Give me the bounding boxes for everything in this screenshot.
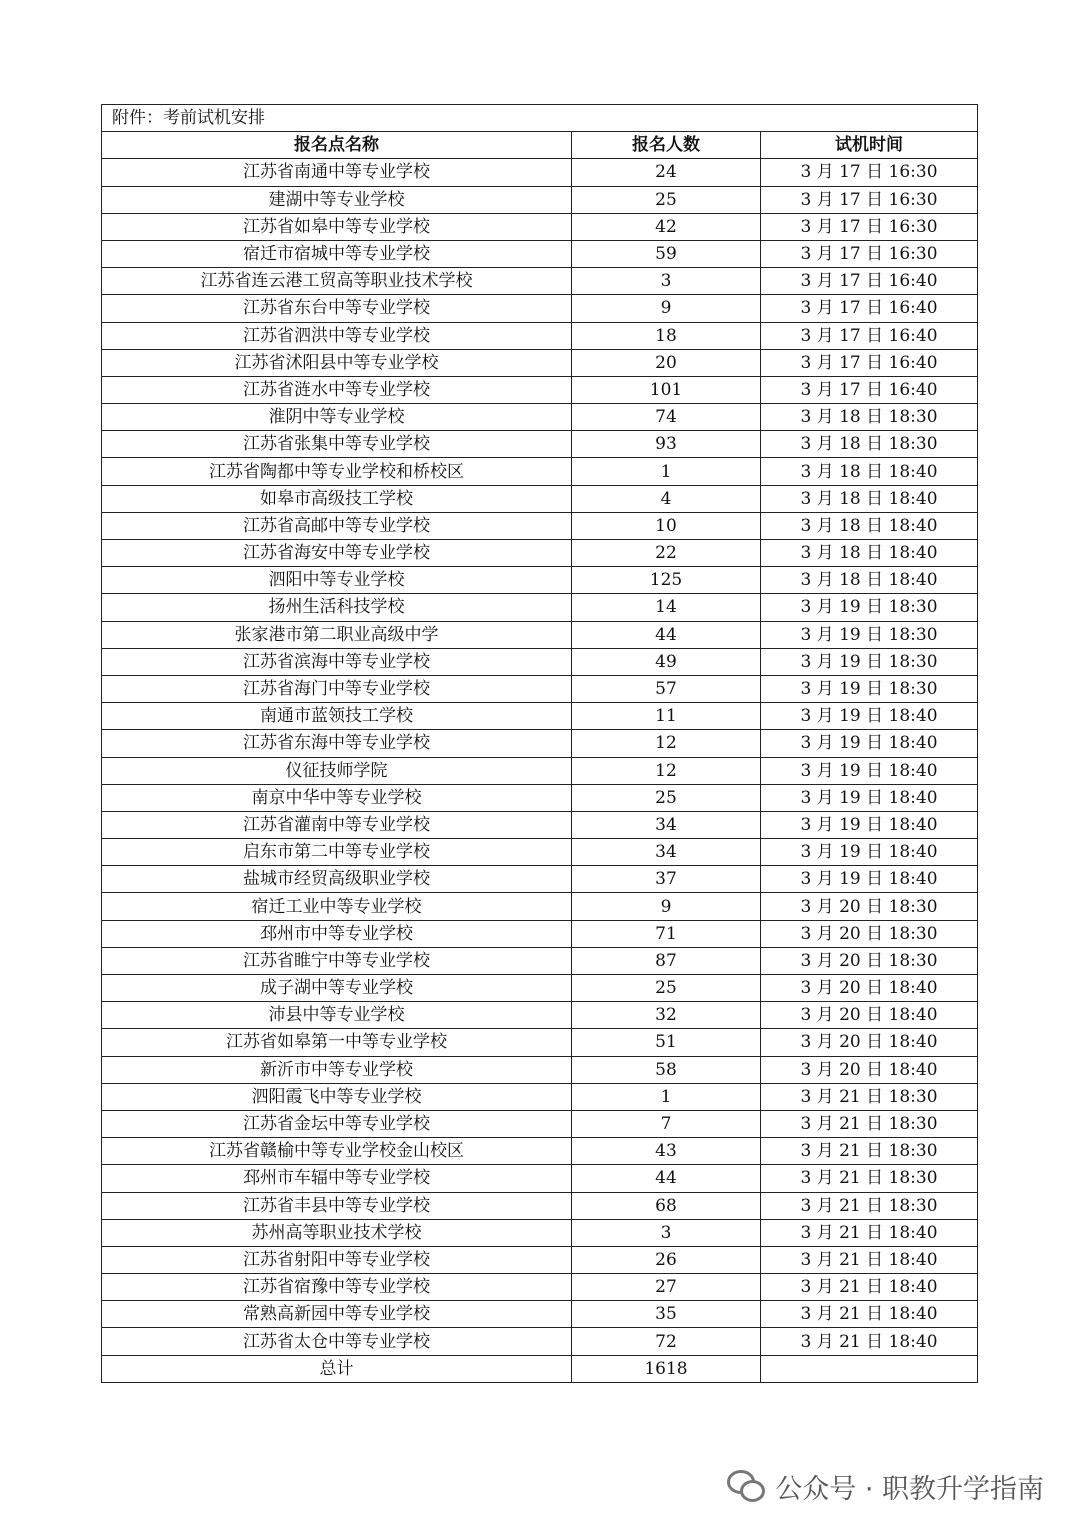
school-name-cell: 盐城市经贸高级职业学校	[102, 866, 572, 893]
test-time-cell: 3 月 21 日 18:40	[761, 1219, 978, 1246]
school-name-cell: 建湖中等专业学校	[102, 186, 572, 213]
test-time-cell: 3 月 18 日 18:40	[761, 458, 978, 485]
school-name-cell: 江苏省灌南中等专业学校	[102, 811, 572, 838]
table-row	[102, 404, 978, 431]
table-row	[102, 839, 978, 866]
school-name-cell: 苏州高等职业技术学校	[102, 1219, 572, 1246]
school-name-cell: 仪征技师学院	[102, 757, 572, 784]
enrollment-count-cell: 34	[572, 839, 761, 866]
table-row	[102, 675, 978, 702]
school-name-cell: 江苏省滨海中等专业学校	[102, 648, 572, 675]
school-name-cell: 邳州市车辐中等专业学校	[102, 1165, 572, 1192]
school-name-cell: 江苏省连云港工贸高等职业技术学校	[102, 268, 572, 295]
table-row	[102, 1083, 978, 1110]
enrollment-count-cell: 10	[572, 512, 761, 539]
table-row	[102, 376, 978, 403]
enrollment-count-cell: 44	[572, 1165, 761, 1192]
school-name-cell: 江苏省海安中等专业学校	[102, 540, 572, 567]
table-row	[102, 186, 978, 213]
enrollment-count-cell: 26	[572, 1246, 761, 1273]
test-time-cell: 3 月 19 日 18:40	[761, 703, 978, 730]
school-name-cell: 江苏省沭阳县中等专业学校	[102, 349, 572, 376]
table-row	[102, 159, 978, 186]
school-name-cell: 如皋市高级技工学校	[102, 485, 572, 512]
enrollment-count-cell: 42	[572, 213, 761, 240]
enrollment-count-cell: 7	[572, 1110, 761, 1137]
table-row	[102, 1328, 978, 1355]
test-time-cell: 3 月 20 日 18:40	[761, 1029, 978, 1056]
total-time	[761, 1355, 978, 1382]
test-time-cell: 3 月 17 日 16:40	[761, 322, 978, 349]
school-name-cell: 江苏省海门中等专业学校	[102, 675, 572, 702]
table-row	[102, 920, 978, 947]
table-row	[102, 1165, 978, 1192]
enrollment-count-cell: 3	[572, 1219, 761, 1246]
table-row	[102, 594, 978, 621]
enrollment-count-cell: 1	[572, 1083, 761, 1110]
enrollment-count-cell: 25	[572, 186, 761, 213]
footer-watermark	[727, 1466, 1044, 1506]
header-enrollment-count: 报名人数	[572, 132, 761, 159]
table-row	[102, 268, 978, 295]
test-time-cell: 3 月 20 日 18:40	[761, 1002, 978, 1029]
test-time-cell: 3 月 17 日 16:40	[761, 349, 978, 376]
school-name-cell: 江苏省东台中等专业学校	[102, 295, 572, 322]
test-time-cell: 3 月 18 日 18:40	[761, 567, 978, 594]
test-time-cell: 3 月 20 日 18:40	[761, 975, 978, 1002]
test-time-cell: 3 月 21 日 18:30	[761, 1110, 978, 1137]
caption-row	[102, 105, 978, 132]
table-row	[102, 621, 978, 648]
enrollment-count-cell: 101	[572, 376, 761, 403]
school-name-cell: 江苏省东海中等专业学校	[102, 730, 572, 757]
test-time-cell: 3 月 19 日 18:40	[761, 811, 978, 838]
enrollment-count-cell: 35	[572, 1301, 761, 1328]
table-row	[102, 1029, 978, 1056]
total-label: 总计	[102, 1355, 572, 1382]
enrollment-count-cell: 49	[572, 648, 761, 675]
school-name-cell: 南京中华中等专业学校	[102, 784, 572, 811]
enrollment-count-cell: 25	[572, 975, 761, 1002]
test-time-cell: 3 月 19 日 18:40	[761, 866, 978, 893]
test-time-cell: 3 月 20 日 18:30	[761, 893, 978, 920]
enrollment-count-cell: 44	[572, 621, 761, 648]
school-name-cell: 江苏省陶都中等专业学校和桥校区	[102, 458, 572, 485]
school-name-cell: 淮阴中等专业学校	[102, 404, 572, 431]
table-row	[102, 567, 978, 594]
school-name-cell: 启东市第二中等专业学校	[102, 839, 572, 866]
enrollment-count-cell: 93	[572, 431, 761, 458]
school-name-cell: 邳州市中等专业学校	[102, 920, 572, 947]
school-name-cell: 江苏省丰县中等专业学校	[102, 1192, 572, 1219]
enrollment-count-cell: 72	[572, 1328, 761, 1355]
enrollment-count-cell: 12	[572, 757, 761, 784]
total-row	[102, 1355, 978, 1382]
table-row	[102, 1192, 978, 1219]
schedule-table	[101, 104, 978, 1383]
school-name-cell: 张家港市第二职业高级中学	[102, 621, 572, 648]
school-name-cell: 南通市蓝领技工学校	[102, 703, 572, 730]
enrollment-count-cell: 27	[572, 1274, 761, 1301]
test-time-cell: 3 月 20 日 18:40	[761, 1056, 978, 1083]
enrollment-count-cell: 59	[572, 240, 761, 267]
school-name-cell: 新沂市中等专业学校	[102, 1056, 572, 1083]
table-row	[102, 349, 978, 376]
footer-text: 公众号 · 职教升学指南	[775, 1473, 1044, 1505]
test-time-cell: 3 月 20 日 18:30	[761, 947, 978, 974]
table-row	[102, 703, 978, 730]
enrollment-count-cell: 11	[572, 703, 761, 730]
table-row	[102, 1110, 978, 1137]
table-row	[102, 540, 978, 567]
table-row	[102, 1274, 978, 1301]
school-name-cell: 江苏省太仓中等专业学校	[102, 1328, 572, 1355]
enrollment-count-cell: 68	[572, 1192, 761, 1219]
school-name-cell: 江苏省高邮中等专业学校	[102, 512, 572, 539]
test-time-cell: 3 月 21 日 18:40	[761, 1246, 978, 1273]
test-time-cell: 3 月 19 日 18:40	[761, 730, 978, 757]
enrollment-count-cell: 125	[572, 567, 761, 594]
school-name-cell: 江苏省赣榆中等专业学校金山校区	[102, 1138, 572, 1165]
total-count: 1618	[572, 1355, 761, 1382]
test-time-cell: 3 月 19 日 18:40	[761, 784, 978, 811]
enrollment-count-cell: 74	[572, 404, 761, 431]
table-row	[102, 1056, 978, 1083]
test-time-cell: 3 月 21 日 18:40	[761, 1274, 978, 1301]
test-time-cell: 3 月 18 日 18:40	[761, 485, 978, 512]
enrollment-count-cell: 1	[572, 458, 761, 485]
test-time-cell: 3 月 17 日 16:30	[761, 213, 978, 240]
enrollment-count-cell: 24	[572, 159, 761, 186]
header-test-time: 试机时间	[761, 132, 978, 159]
table-row	[102, 485, 978, 512]
table-row	[102, 431, 978, 458]
table-row	[102, 1002, 978, 1029]
test-time-cell: 3 月 20 日 18:30	[761, 920, 978, 947]
test-time-cell: 3 月 17 日 16:30	[761, 159, 978, 186]
school-name-cell: 江苏省金坛中等专业学校	[102, 1110, 572, 1137]
school-name-cell: 江苏省南通中等专业学校	[102, 159, 572, 186]
test-time-cell: 3 月 19 日 18:30	[761, 621, 978, 648]
header-school-name: 报名点名称	[102, 132, 572, 159]
test-time-cell: 3 月 21 日 18:40	[761, 1301, 978, 1328]
enrollment-count-cell: 34	[572, 811, 761, 838]
table-row	[102, 866, 978, 893]
enrollment-count-cell: 12	[572, 730, 761, 757]
enrollment-count-cell: 3	[572, 268, 761, 295]
table-body	[102, 159, 978, 1355]
test-time-cell: 3 月 19 日 18:30	[761, 648, 978, 675]
table-row	[102, 784, 978, 811]
enrollment-count-cell: 57	[572, 675, 761, 702]
header-row	[102, 132, 978, 159]
school-name-cell: 江苏省泗洪中等专业学校	[102, 322, 572, 349]
test-time-cell: 3 月 17 日 16:40	[761, 295, 978, 322]
school-name-cell: 江苏省涟水中等专业学校	[102, 376, 572, 403]
test-time-cell: 3 月 21 日 18:30	[761, 1138, 978, 1165]
enrollment-count-cell: 22	[572, 540, 761, 567]
enrollment-count-cell: 4	[572, 485, 761, 512]
test-time-cell: 3 月 18 日 18:40	[761, 512, 978, 539]
school-name-cell: 江苏省如皋第一中等专业学校	[102, 1029, 572, 1056]
test-time-cell: 3 月 17 日 16:30	[761, 240, 978, 267]
school-name-cell: 沛县中等专业学校	[102, 1002, 572, 1029]
table-row	[102, 458, 978, 485]
enrollment-count-cell: 9	[572, 295, 761, 322]
school-name-cell: 江苏省射阳中等专业学校	[102, 1246, 572, 1273]
enrollment-count-cell: 51	[572, 1029, 761, 1056]
school-name-cell: 常熟高新园中等专业学校	[102, 1301, 572, 1328]
table-caption: 附件：考前试机安排	[102, 105, 978, 132]
table-row	[102, 512, 978, 539]
table-row	[102, 947, 978, 974]
school-name-cell: 泗阳中等专业学校	[102, 567, 572, 594]
test-time-cell: 3 月 18 日 18:30	[761, 404, 978, 431]
enrollment-count-cell: 9	[572, 893, 761, 920]
enrollment-count-cell: 32	[572, 1002, 761, 1029]
test-time-cell: 3 月 19 日 18:40	[761, 757, 978, 784]
enrollment-count-cell: 58	[572, 1056, 761, 1083]
table-row	[102, 1301, 978, 1328]
enrollment-count-cell: 25	[572, 784, 761, 811]
table-row	[102, 1138, 978, 1165]
test-time-cell: 3 月 19 日 18:40	[761, 839, 978, 866]
enrollment-count-cell: 20	[572, 349, 761, 376]
enrollment-count-cell: 43	[572, 1138, 761, 1165]
table-row	[102, 975, 978, 1002]
school-name-cell: 江苏省如皋中等专业学校	[102, 213, 572, 240]
wechat-icon	[727, 1470, 765, 1502]
test-time-cell: 3 月 21 日 18:30	[761, 1165, 978, 1192]
school-name-cell: 宿迁市宿城中等专业学校	[102, 240, 572, 267]
test-time-cell: 3 月 18 日 18:30	[761, 431, 978, 458]
table-row	[102, 213, 978, 240]
table-row	[102, 1246, 978, 1273]
enrollment-count-cell: 71	[572, 920, 761, 947]
test-time-cell: 3 月 18 日 18:40	[761, 540, 978, 567]
school-name-cell: 成子湖中等专业学校	[102, 975, 572, 1002]
table-row	[102, 1219, 978, 1246]
test-time-cell: 3 月 17 日 16:40	[761, 268, 978, 295]
school-name-cell: 扬州生活科技学校	[102, 594, 572, 621]
table-row	[102, 240, 978, 267]
school-name-cell: 江苏省张集中等专业学校	[102, 431, 572, 458]
test-time-cell: 3 月 21 日 18:40	[761, 1328, 978, 1355]
table-row	[102, 730, 978, 757]
enrollment-count-cell: 87	[572, 947, 761, 974]
enrollment-count-cell: 14	[572, 594, 761, 621]
school-name-cell: 泗阳霞飞中等专业学校	[102, 1083, 572, 1110]
test-time-cell: 3 月 19 日 18:30	[761, 594, 978, 621]
enrollment-count-cell: 37	[572, 866, 761, 893]
test-time-cell: 3 月 17 日 16:40	[761, 376, 978, 403]
test-time-cell: 3 月 21 日 18:30	[761, 1192, 978, 1219]
school-name-cell: 江苏省宿豫中等专业学校	[102, 1274, 572, 1301]
school-name-cell: 宿迁工业中等专业学校	[102, 893, 572, 920]
test-time-cell: 3 月 19 日 18:30	[761, 675, 978, 702]
test-time-cell: 3 月 21 日 18:30	[761, 1083, 978, 1110]
test-time-cell: 3 月 17 日 16:30	[761, 186, 978, 213]
table-row	[102, 295, 978, 322]
school-name-cell: 江苏省睢宁中等专业学校	[102, 947, 572, 974]
table-row	[102, 893, 978, 920]
enrollment-count-cell: 18	[572, 322, 761, 349]
table-row	[102, 757, 978, 784]
table-row	[102, 811, 978, 838]
table-row	[102, 322, 978, 349]
table-row	[102, 648, 978, 675]
